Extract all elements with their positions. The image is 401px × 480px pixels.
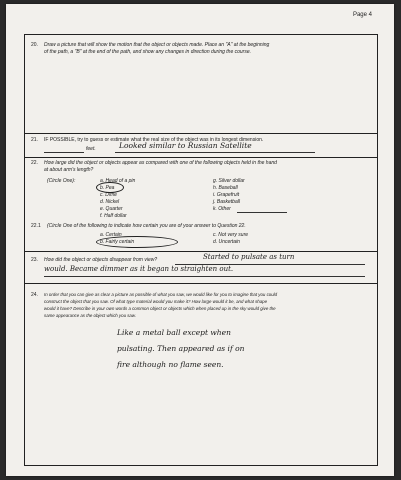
q20-line1: Draw a picture that will show the motion that the object or objects made. Place an "A" at the beginning [44,42,270,48]
q22-1-option-b: b. Fairly certain [100,239,135,245]
q22-line1: How large did the object or objects appear as compared with one of the following objects held in the hand [44,160,277,166]
q24-line4: same appearance as the object which you saw. [44,313,137,318]
q22-line2: at about arm's length? [44,167,94,173]
page-number: Page 4 [352,12,372,18]
q22-1-number: 22.1 [31,223,41,229]
q22-option-e: e. Quarter [100,206,123,212]
form-frame [24,34,378,466]
q21-blank [44,152,84,153]
q22-option-j: j. Basketball [213,199,240,205]
q22-1-line1: (Circle One of the following to indicate how certain you are of your answer to Question 22. [47,223,246,229]
q21-answer-line [115,152,315,153]
q23-line1: How did the object or objects disappear from view? [44,257,158,263]
q23-answer-line [44,276,365,277]
q24-handwritten-answer-line1: Like a metal ball except when [117,328,231,337]
q24-handwritten-answer-line3: fire although no flame seen. [117,360,224,369]
q24-line3: would it have? Describe in your own words a common object or objects which when placed up in the sky would give the [44,306,276,311]
q22-option-g: g. Silver dollar [213,178,245,184]
q24-number: 24. [31,292,38,298]
q22-option-a: a. Head of a pin [100,178,136,184]
q22-1-answer-circle [96,236,178,248]
q21-line1: IF POSSIBLE, try to guess or estimate what the real size of the object was in its longest dimension. [44,137,264,143]
q24-line1: In order that you can give as clear a picture as possible of what you saw, we would like for you to imagine that you could [44,292,278,297]
q22-option-h: h. Baseball [213,185,238,191]
q23-handwritten-answer-line2: would. Became dimmer as it began to straighten out. [44,265,234,273]
q21-number: 21. [31,137,38,143]
q23-handwritten-answer-line1: Started to pulsate as turn [203,253,295,261]
q22-other-blank [237,212,287,213]
q22-1-option-d: d. Uncertain [213,239,240,245]
q21-handwritten-answer: Looked similar to Russian Satellite [119,141,252,150]
q22-option-b: b. Pea [100,185,115,191]
q20-line2: of the path, a "B" at the end of the path, and show any changes in direction during the course. [44,49,252,55]
q22-option-c: c. Dime [100,192,117,198]
divider [25,251,377,252]
q22-number: 22. [31,160,38,166]
q22-option-f: f. Half dollar [100,213,127,219]
divider [25,157,377,158]
q22-option-d: d. Nickel [100,199,120,205]
divider [25,133,377,134]
q22-option-k: k. Other [213,206,231,212]
questionnaire-page [6,4,394,476]
q21-suffix: feet. [86,146,96,152]
q24-handwritten-answer-line2: pulsating. Then appeared as if on [117,344,245,353]
q22-circle-one: (Circle One): [47,178,76,184]
divider [25,283,377,284]
q22-1-option-a: a. Certain [100,232,122,238]
q22-1-option-c: c. Not very sure [213,232,249,238]
q23-number: 23. [31,257,38,263]
q20-number: 20. [31,42,38,48]
q24-line2: construct the object that you saw. Of what type material would you make it? How large would it be, and what shape [44,299,268,304]
q22-option-i: i. Grapefruit [213,192,240,198]
